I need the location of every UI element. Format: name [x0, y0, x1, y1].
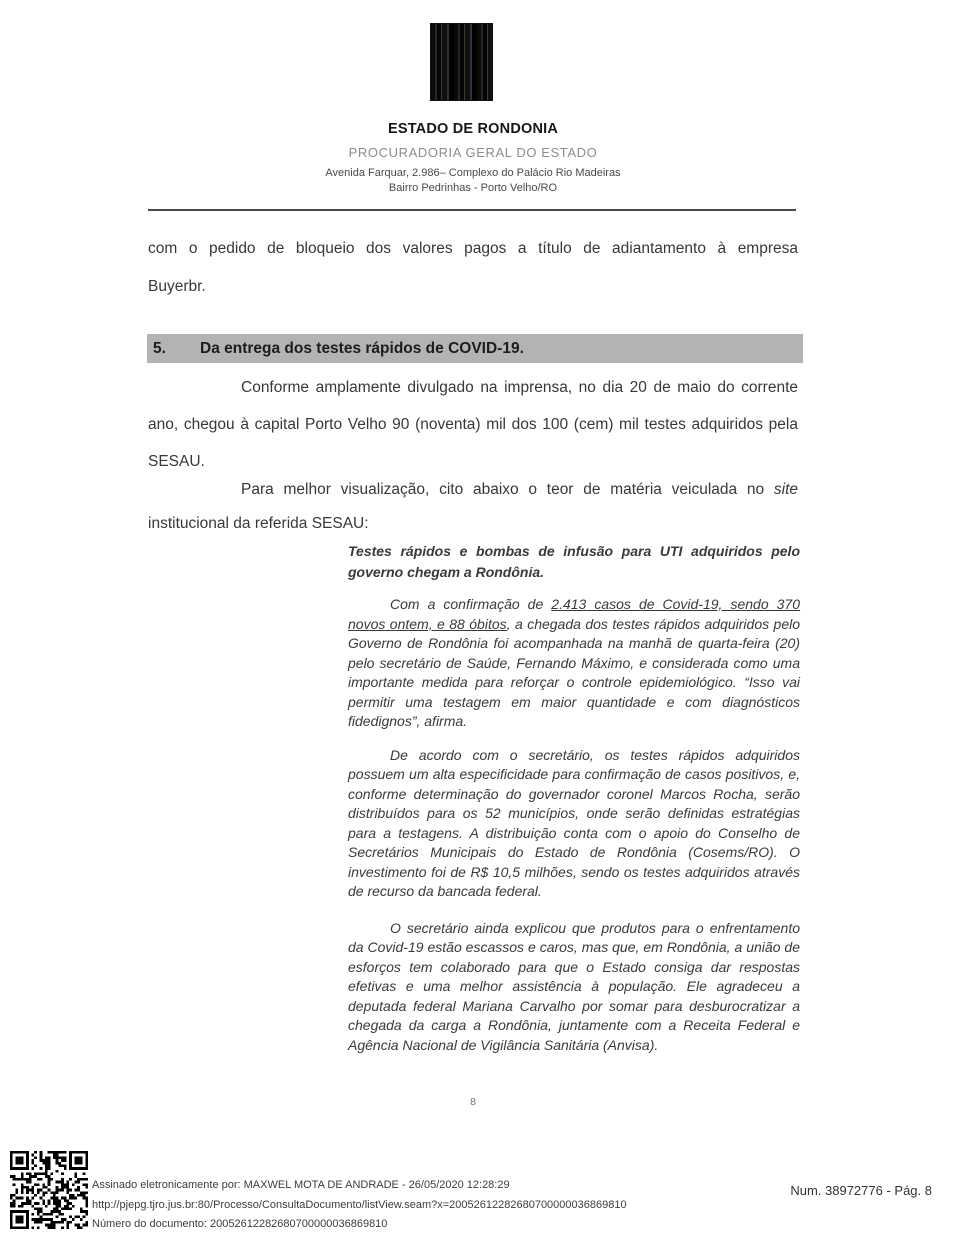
paragraph-text: , a chegada dos testes rápidos adquiridos pelo Governo de Rondônia foi acompanhada na manhã de quarta-feira (20) pelo secretário de Saúde, Fernando Máximo, e considerada como uma importante medida para reforçar o controle epidemiológico. “Isso vai permitir uma testagem em maior quantidade e com diagnósticos fidedignos”, afirma.	[348, 615, 801, 729]
underlined-statistics: 2.413 casos de Covid-19, sendo 370 novos ontem, e 88 óbitos	[348, 596, 801, 632]
header-divider	[148, 209, 796, 211]
qr-code-icon	[10, 1151, 88, 1229]
italic-word: site	[773, 481, 798, 498]
section-heading	[147, 334, 803, 363]
paragraph-line: com o pedido de bloqueio dos valores pagos a título de adiantamento à empresa	[148, 240, 798, 257]
department-name: PROCURADORIA GERAL DO ESTADO	[348, 144, 598, 160]
address-line-2: Bairro Pedrinhas - Porto Velho/RO	[388, 181, 558, 194]
signed-by-line: Assinado eletronicamente por: MAXWEL MOTA DE ANDRADE - 26/05/2020 12:28:29	[92, 1179, 510, 1191]
document-number-line: Número do documento: 20052612282680700000036869810	[92, 1218, 388, 1230]
article-paragraph-2: De acordo com o secretário, os testes rápidos adquiridos possuem um alta especificidade para confirmação de casos positivos, e, conforme determinação do governador coronel Marcos Rocha, serão distribuídos para os 52 municípios, onde serão definidas estratégias para a testagens. A distribuição conta com o apoio do Conselho de Secretários Municipais do Estado de Rondônia (Cosems/RO). O investimento foi de R$ 10,5 milhões, sendo os testes adquiridos através de recurso da bancada federal.	[348, 746, 800, 899]
signature-block	[92, 1176, 732, 1233]
paragraph-continuation	[148, 230, 798, 306]
address-line-1: Avenida Farquar, 2.986– Complexo do Palácio Rio Madeiras	[325, 166, 621, 179]
paragraph-site-reference	[148, 473, 798, 541]
barcode-icon	[431, 24, 492, 100]
letterhead	[148, 122, 798, 195]
paragraph-line: Buyerbr.	[148, 278, 206, 295]
paragraph-text: Com a confirmação de	[390, 596, 552, 612]
section-number: 5.	[153, 340, 166, 357]
paragraph-text: institucional da referida SESAU:	[148, 515, 369, 532]
page-number: 8	[470, 1096, 476, 1108]
article-paragraph-3: O secretário ainda explicou que produtos para o enfrentamento da Covid-19 estão escassos e caros, mas que, em Rondônia, a união de esforços tem colaborado para que o Estado consiga dar respostas efetivas e uma melhor assistência à população. Ele agradeceu a deputada federal Mariana Carvalho por somar para desburocratizar a chegada da carga a Rondônia, juntamente com a Receita Federal e Agência Nacional de Vigilância Sanitária (Anvisa).	[348, 919, 800, 1053]
article-title: Testes rápidos e bombas de infusão para UTI adquiridos pelo governo chegam a Rondônia.	[348, 543, 800, 580]
paragraph-tests-arrival: Conforme amplamente divulgado na imprensa, no dia 20 de maio do corrente ano, chegou à capital Porto Velho 90 (noventa) mil dos 100 (cem) mil testes adquiridos pela SESAU.	[148, 379, 798, 470]
paragraph-text: Para melhor visualização, cito abaixo o teor de matéria veiculada no	[241, 481, 774, 498]
article-paragraph-1	[348, 595, 800, 732]
verification-url: http://pjepg.tjro.jus.br:80/Processo/ConsultaDocumento/listView.seam?x=20052612282680700000036869810	[92, 1198, 627, 1211]
quoted-article	[348, 541, 800, 1055]
org-name: ESTADO DE RONDONIA	[387, 121, 559, 137]
section-title: Da entrega dos testes rápidos de COVID-19.	[200, 340, 524, 357]
page-reference: Num. 38972776 - Pág. 8	[790, 1183, 932, 1198]
